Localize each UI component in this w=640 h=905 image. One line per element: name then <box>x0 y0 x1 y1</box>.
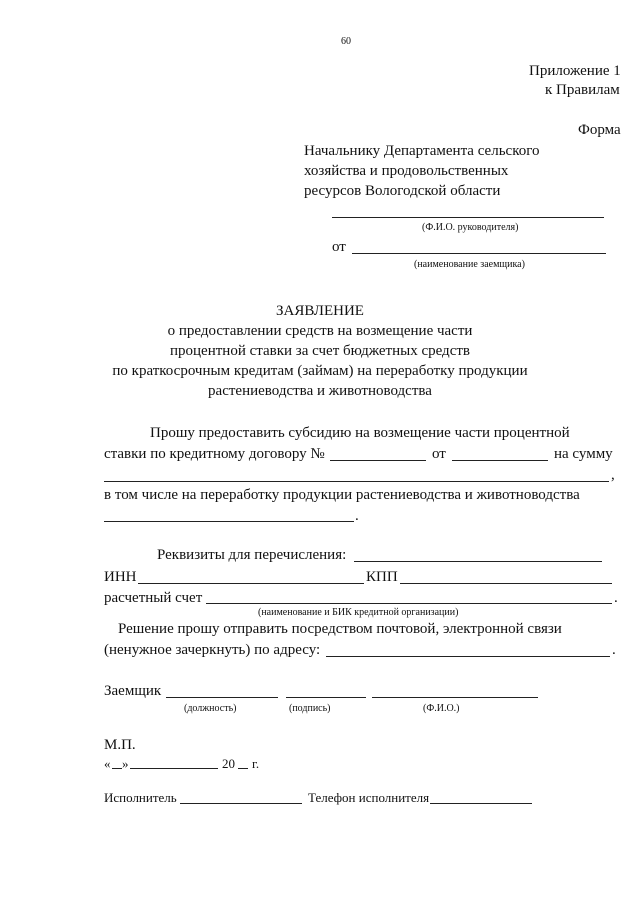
subtitle-line-3: по краткосрочным кредитам (займам) на переработку продукции <box>112 363 528 379</box>
head-fio-line[interactable] <box>332 217 604 218</box>
inn-label: ИНН <box>104 569 137 585</box>
contract-date-line[interactable] <box>452 460 548 461</box>
decision-line-2: (ненужное зачеркнуть) по адресу: <box>104 642 321 658</box>
processing-amount-end: . <box>355 508 359 524</box>
body-line-2-from: от <box>432 446 446 462</box>
account-end: . <box>614 590 618 606</box>
requisites-label: Реквизиты для перечисления: <box>157 547 347 563</box>
addressee-line-3: ресурсов Вологодской области <box>304 183 501 199</box>
date-year-field[interactable] <box>238 768 248 769</box>
document-title: ЗАЯВЛЕНИЕ <box>276 303 364 319</box>
date-year-suffix: г. <box>252 756 260 771</box>
bank-caption: (наименование и БИК кредитной организации) <box>258 607 459 618</box>
date-year-prefix: 20 <box>222 756 235 771</box>
decision-line-1: Решение прошу отправить посредством почтовой, электронной связи <box>118 621 562 637</box>
caption-fio: (Ф.И.О.) <box>423 703 460 714</box>
requisites-line[interactable] <box>354 561 602 562</box>
stamp-label: М.П. <box>104 737 136 753</box>
amount-line[interactable] <box>104 481 609 482</box>
head-fio-caption: (Ф.И.О. руководителя) <box>422 222 519 233</box>
contract-number-line[interactable] <box>330 460 426 461</box>
amount-line-end: , <box>611 467 615 483</box>
processing-amount-line[interactable] <box>104 521 354 522</box>
addressee-line-1: Начальнику Департамента сельского <box>304 143 540 159</box>
date-open-quote: « <box>104 756 111 771</box>
from-label: от <box>332 239 346 255</box>
body-line-4: в том числе на переработку продукции растениеводства и животноводства <box>104 487 580 503</box>
kpp-field[interactable] <box>400 583 612 584</box>
executor-field[interactable] <box>180 803 302 804</box>
decision-end: . <box>612 642 616 658</box>
kpp-label: КПП <box>366 569 398 585</box>
borrower-name-line[interactable] <box>352 253 606 254</box>
subtitle-line-4: растениеводства и животноводства <box>208 383 432 399</box>
account-field[interactable] <box>206 603 612 604</box>
executor-phone-label: Телефон исполнителя <box>308 790 430 805</box>
fio-field[interactable] <box>372 697 538 698</box>
caption-signature: (подпись) <box>289 703 331 714</box>
date-close-quote: » <box>122 756 129 771</box>
address-field[interactable] <box>326 656 610 657</box>
date-month-field[interactable] <box>130 768 218 769</box>
subtitle-line-1: о предоставлении средств на возмещение части <box>167 323 473 339</box>
account-label: расчетный счет <box>104 590 203 606</box>
executor-label: Исполнитель <box>104 790 177 805</box>
body-line-1: Прошу предоставить субсидию на возмещение части процентной <box>150 425 570 441</box>
body-line-2-text: ставки по кредитному договору № <box>104 446 325 462</box>
form-label: Форма <box>578 122 621 138</box>
borrower-caption: (наименование заемщика) <box>414 259 525 270</box>
addressee-line-2: хозяйства и продовольственных <box>304 163 509 179</box>
page-number: 60 <box>341 36 351 47</box>
body-line-2-sum: на сумму <box>554 446 613 462</box>
appendix-line-2: к Правилам <box>545 82 620 98</box>
appendix-line-1: Приложение 1 <box>529 63 621 79</box>
date-day-field[interactable] <box>112 768 122 769</box>
position-field[interactable] <box>166 697 278 698</box>
executor-phone-field[interactable] <box>430 803 532 804</box>
signature-field[interactable] <box>286 697 366 698</box>
borrower-label: Заемщик <box>104 683 162 699</box>
subtitle-line-2: процентной ставки за счет бюджетных средств <box>170 343 470 359</box>
caption-position: (должность) <box>184 703 237 714</box>
inn-field[interactable] <box>138 583 364 584</box>
